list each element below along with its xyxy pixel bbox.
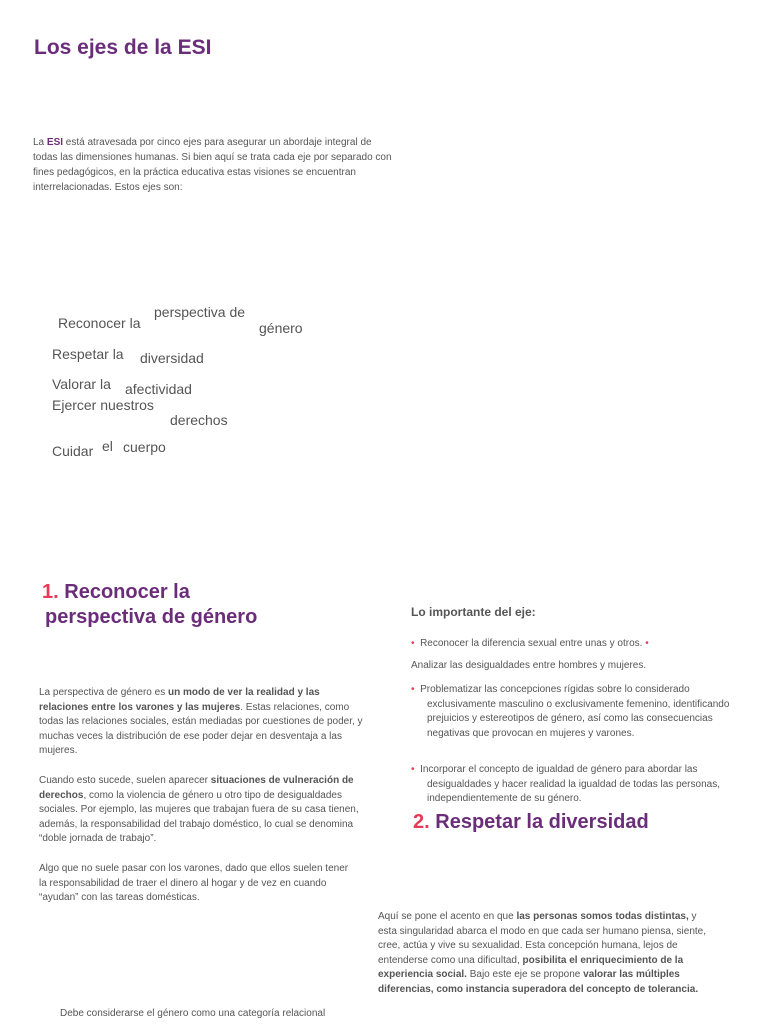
s1p2-text-a: Cuando esto sucede, suelen aparecer	[39, 775, 211, 786]
section-1-title-line2: perspectiva de género	[45, 606, 258, 628]
axis-5-part-3: cuerpo	[123, 439, 166, 455]
eje-bullet-1-line2: Analizar las desigualdades entre hombres y mujeres.	[411, 660, 647, 671]
section-1-number: 1.	[42, 581, 59, 603]
eje-bullet-3-text: Incorporar el concepto de igualdad de género para abordar las desigualdades y hacer realidad la igualdad de todas las personas, independientemente de su género.	[420, 764, 720, 804]
axis-5-part-1: Cuidar	[52, 443, 94, 459]
section-1-title	[42, 580, 257, 630]
intro-esi: ESI	[46, 137, 64, 148]
intro-paragraph	[33, 135, 393, 195]
axis-5-part-2: el	[102, 438, 113, 454]
axis-3-part-1: Valorar la	[52, 376, 111, 392]
section-1-paragraph-1	[39, 686, 369, 759]
s1p2-text-b: situaciones de vulneración de derechos	[39, 775, 354, 801]
bullet-dot: •	[411, 684, 415, 695]
s2p1-text-b: las personas somos todas distintas,	[516, 911, 689, 922]
page-title: Los ejes de la ESI	[34, 36, 212, 59]
bullet-dot: •	[411, 638, 415, 649]
axis-3-part-2: afectividad	[125, 381, 192, 397]
axis-1-part-1: Reconocer la	[58, 315, 141, 331]
s1p1-text-b: un modo de ver la realidad y las relaciones entre los varones y las mujeres	[39, 687, 320, 713]
axis-2-part-1: Respetar la	[52, 346, 124, 362]
s1p1-text-c: . Estas relaciones, como todas las relaciones sociales, están mediadas por cuestiones de poder, y muchas veces la distribución de ese poder dejar en desventaja a las mujeres.	[39, 701, 363, 756]
eje-bullet-3	[411, 763, 757, 807]
section-2-title	[413, 810, 649, 835]
s2p1-text-a: Aquí se pone el acento en que	[378, 911, 517, 922]
s2p1-text-e: Bajo este eje se propone	[466, 969, 584, 980]
section-2-paragraph-1	[378, 910, 714, 997]
eje-bullet-1	[411, 637, 751, 652]
s2p1-text-d: posibilita el enriquecimiento de la experiencia social.	[378, 954, 684, 980]
axis-4-part-2: derechos	[170, 412, 228, 428]
s1p2-text-c: , como la violencia de género u otro tipo de desigualdades sociales. Por ejemplo, las mujeres que trabajan fuera de su casa tienen, además, la responsabilidad del trabajo doméstico, lo cual se denomina “doble jornada de trabajo”.	[39, 789, 359, 844]
section-1-paragraph-2	[39, 774, 365, 847]
section-2-title-text: Respetar la diversidad	[435, 811, 649, 833]
s2p1-text-f: valorar las múltiples diferencias, como instancia superadora del concepto de tolerancia.	[378, 969, 699, 995]
eje-heading: Lo importante del eje:	[411, 605, 536, 619]
axis-1-part-3: género	[259, 320, 303, 336]
bullet-dot: •	[411, 764, 415, 775]
s2p1-text-c: y esta singularidad abarca el modo en que cada ser humano piensa, siente, cree, actúa y vive su sexualidad. Esta concepción humana, lejos de entenderse como una dificultad,	[378, 911, 706, 966]
bullet-dot: •	[645, 638, 649, 649]
eje-bullet-2	[411, 683, 757, 741]
s1p1-text-a: La perspectiva de género es	[39, 687, 168, 698]
section-1-title-line1: Reconocer la	[64, 581, 190, 603]
eje-bullet-1-text: Reconocer la diferencia sexual entre unas y otros.	[420, 638, 643, 649]
axis-4-part-1: Ejercer nuestros	[52, 397, 154, 413]
intro-lead: La	[33, 137, 47, 148]
section-2-number: 2.	[413, 811, 430, 833]
intro-rest: está atravesada por cinco ejes para asegurar un abordaje integral de todas las dimensiones humanas. Si bien aquí se trata cada eje por separado con fines pedagógicos, en la práctica educativa estas visiones se encuentran interrelacionadas. Estos ejes son:	[33, 137, 392, 193]
axis-2-part-2: diversidad	[140, 350, 204, 366]
eje-bullet-2-text: Problematizar las concepciones rígidas sobre lo considerado exclusivamente masculino o exclusivamente femenino, identificando prejuicios y estereotipos de género, así como las consecuencias negativas que provocan en mujeres y varones.	[420, 684, 730, 739]
section-1-paragraph-4: Debe considerarse el género como una categoría relacional	[60, 1008, 326, 1019]
axis-1-part-2: perspectiva de	[154, 304, 246, 320]
section-1-paragraph-3: Algo que no suele pasar con los varones, dado que ellos suelen tener la responsabilidad de traer el dinero al hogar y de vez en cuando “ayudan” con las tareas domésticas.	[39, 863, 349, 903]
